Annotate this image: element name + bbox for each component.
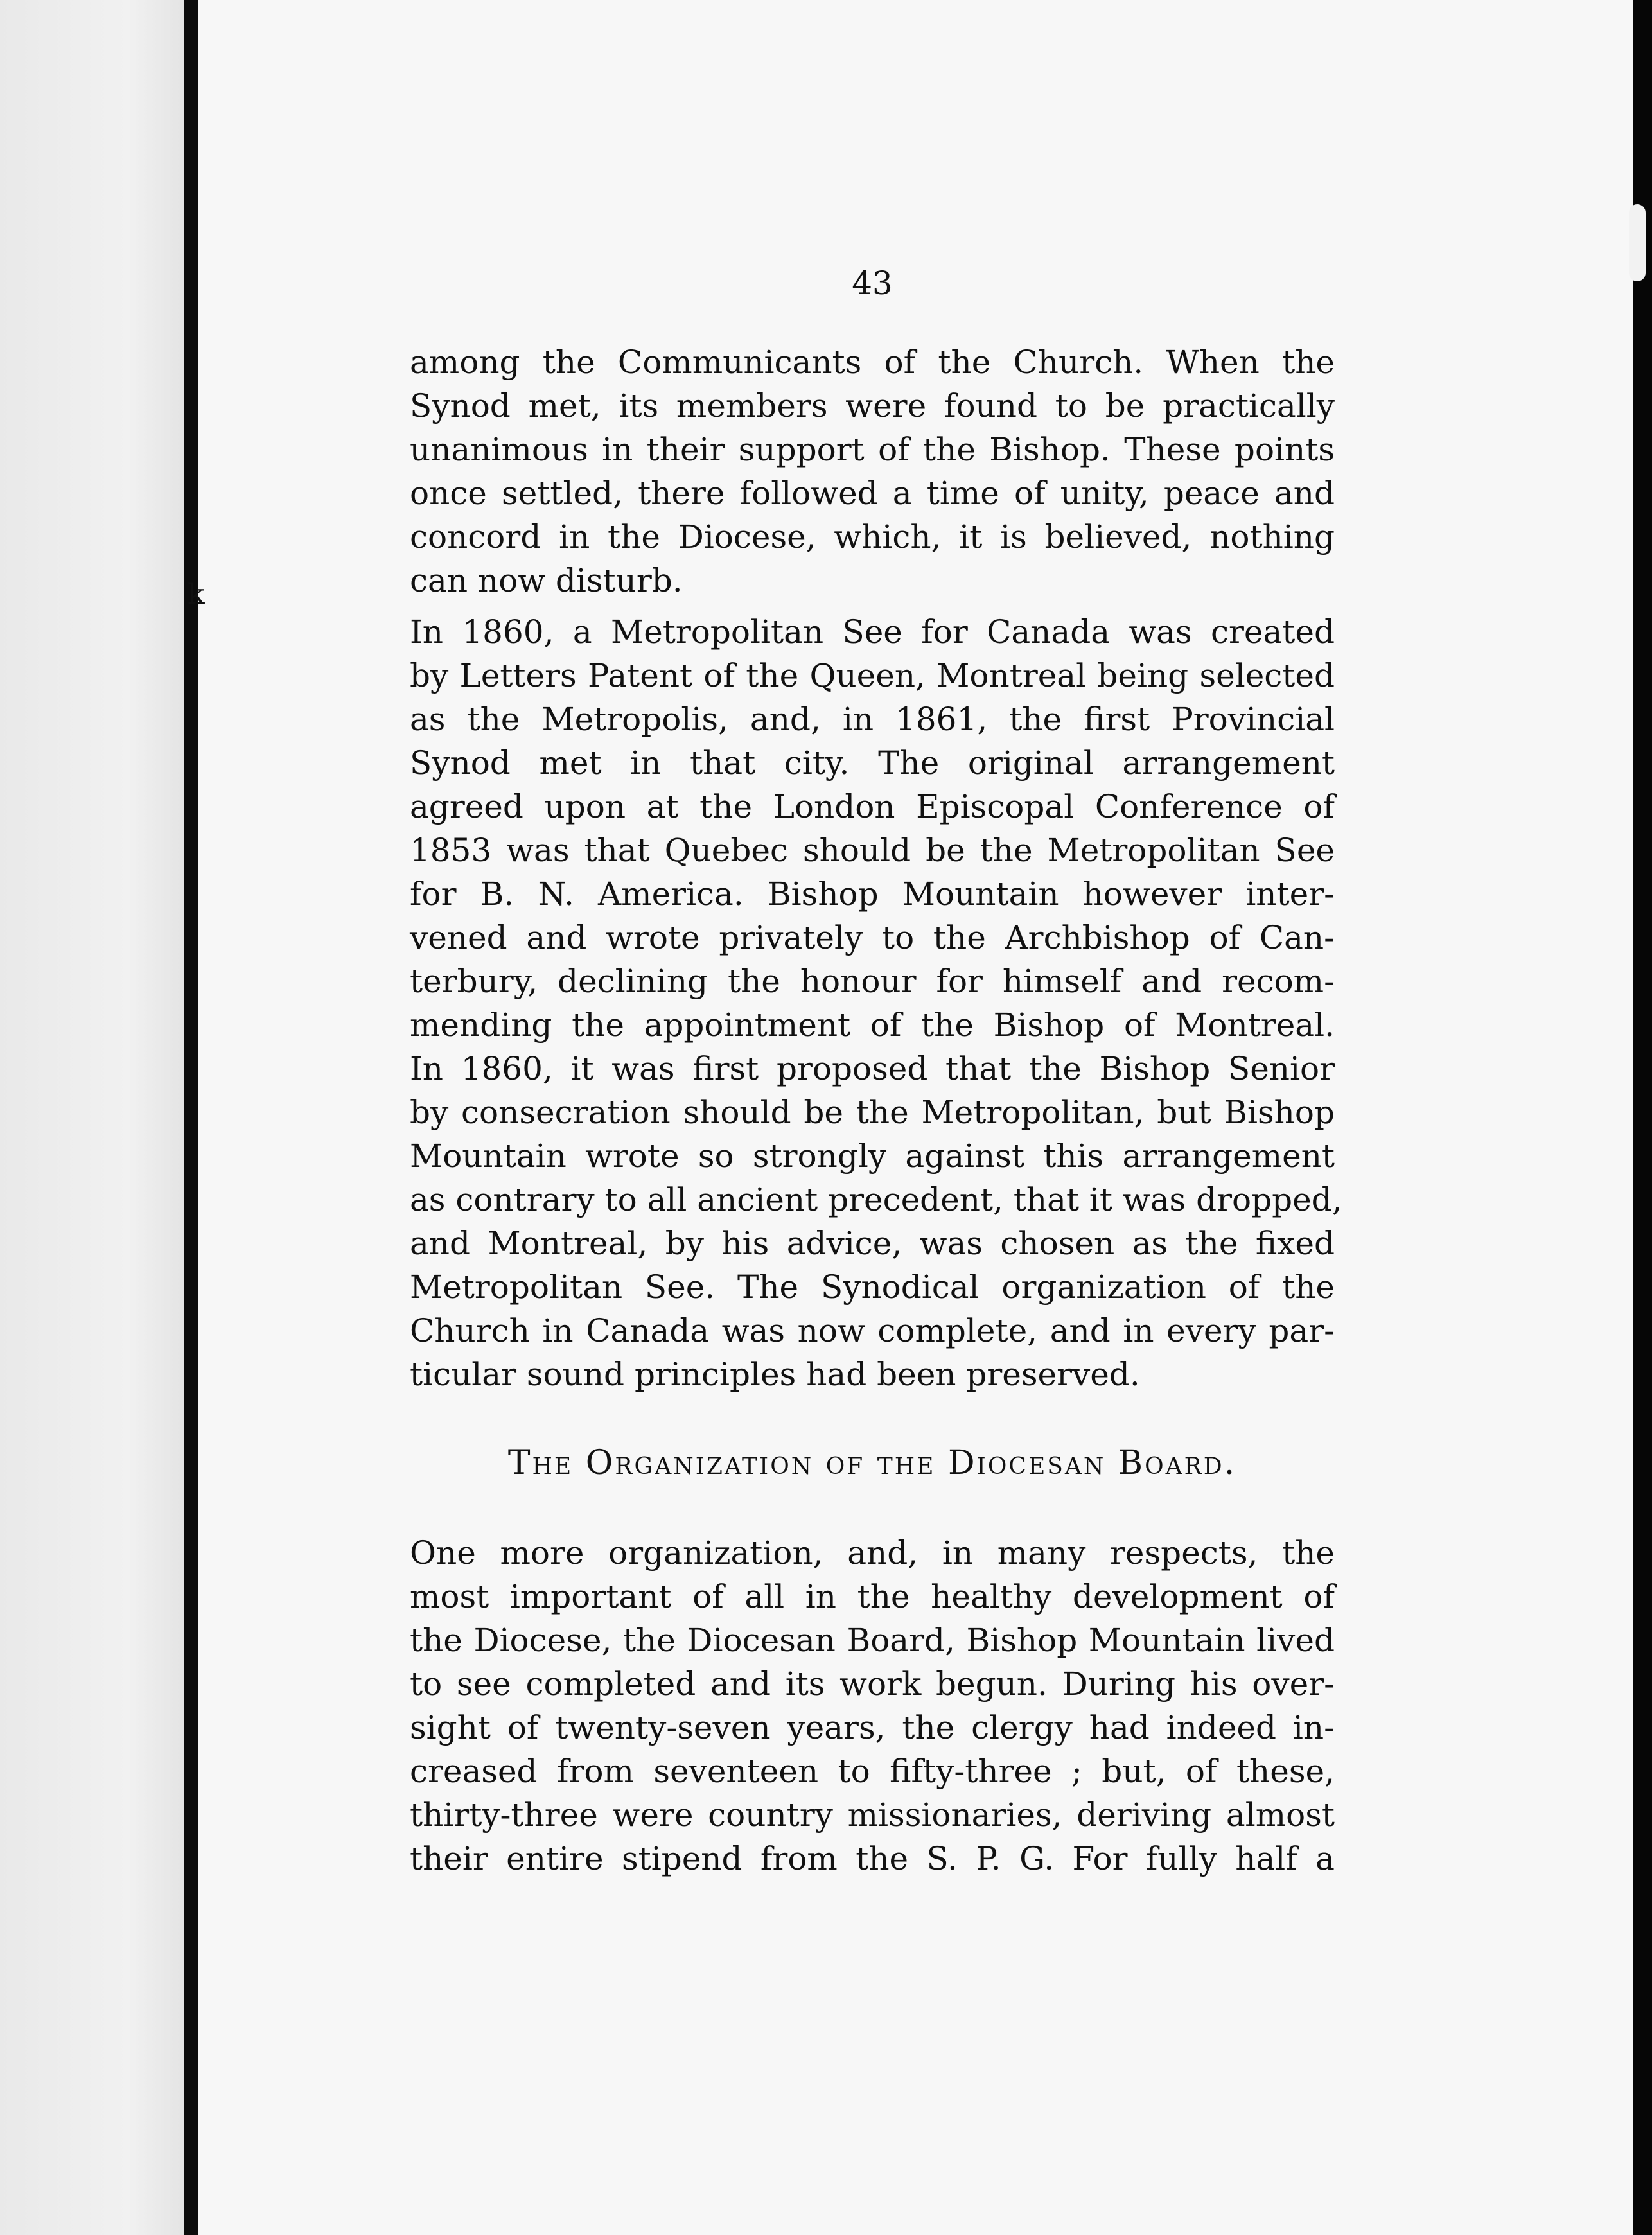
text-line: ticular sound principles had been preserved. bbox=[410, 1356, 1140, 1393]
text-line: by Letters Patent of the Queen, Montreal being selected bbox=[410, 657, 1335, 694]
text-line: terbury, declining the honour for himself and recom- bbox=[410, 963, 1335, 1000]
text-line: to see completed and its work begun. During his over- bbox=[410, 1665, 1335, 1703]
text-line: by consecration should be the Metropolitan, but Bishop bbox=[410, 1094, 1335, 1131]
page-number: 43 bbox=[852, 265, 893, 302]
text-line: vened and wrote privately to the Archbishop of Can- bbox=[410, 919, 1335, 956]
text-line: In 1860, it was first proposed that the Bishop Senior bbox=[410, 1050, 1335, 1087]
text-line: for B. N. America. Bishop Mountain however inter- bbox=[410, 875, 1335, 913]
text-line: and Montreal, by his advice, was chosen as the fixed bbox=[410, 1225, 1335, 1262]
text-line: Mountain wrote so strongly against this arrangement bbox=[410, 1137, 1335, 1175]
text-line: sight of twenty-seven years, the clergy had indeed in- bbox=[410, 1709, 1335, 1746]
text-line: as contrary to all ancient precedent, that it was dropped, bbox=[410, 1181, 1342, 1218]
text-line: once settled, there followed a time of unity, peace and bbox=[410, 475, 1335, 512]
page-edge-notch bbox=[1629, 204, 1646, 281]
text-line: Synod met in that city. The original arrangement bbox=[410, 744, 1335, 782]
text-line: Metropolitan See. The Synodical organization of the bbox=[410, 1268, 1335, 1306]
text-line: 1853 was that Quebec should be the Metropolitan See bbox=[410, 832, 1335, 869]
text-line: most important of all in the healthy development of bbox=[410, 1578, 1335, 1615]
paragraph-3 bbox=[410, 1531, 1335, 1880]
book-gutter bbox=[184, 0, 198, 2235]
body-text bbox=[410, 340, 1342, 1880]
text-line: creased from seventeen to fifty-three ; but, of these, bbox=[410, 1753, 1335, 1790]
text-line: One more organization, and, in many respects, the bbox=[410, 1534, 1335, 1572]
scan-border bbox=[1633, 0, 1652, 2235]
paragraph-1 bbox=[410, 340, 1335, 602]
text-line: Church in Canada was now complete, and in every par- bbox=[410, 1312, 1335, 1349]
text-line: mending the appointment of the Bishop of Montreal. bbox=[410, 1006, 1335, 1044]
text-line: In 1860, a Metropolitan See for Canada was created bbox=[410, 613, 1335, 651]
section-heading: The Organization of the Diocesan Board. bbox=[507, 1444, 1237, 1482]
text-line: unanimous in their support of the Bishop. These points bbox=[410, 431, 1335, 468]
text-line: the Diocese, the Diocesan Board, Bishop Mountain lived bbox=[410, 1622, 1335, 1659]
stray-mark: k bbox=[188, 578, 205, 611]
text-line: agreed upon at the London Episcopal Conference of bbox=[410, 788, 1335, 825]
text-line: their entire stipend from the S. P. G. For fully half a bbox=[410, 1840, 1335, 1877]
text-line: Synod met, its members were found to be practically bbox=[410, 387, 1335, 425]
text-line: concord in the Diocese, which, it is believed, nothing bbox=[410, 518, 1335, 556]
text-line: thirty-three were country missionaries, deriving almost bbox=[410, 1796, 1335, 1834]
facing-page-edge bbox=[0, 0, 184, 2235]
paragraph-2 bbox=[410, 610, 1342, 1396]
text-line: as the Metropolis, and, in 1861, the first Provincial bbox=[410, 701, 1335, 738]
text-line: can now disturb. bbox=[410, 562, 683, 599]
text-line: among the Communicants of the Church. When the bbox=[410, 344, 1335, 381]
